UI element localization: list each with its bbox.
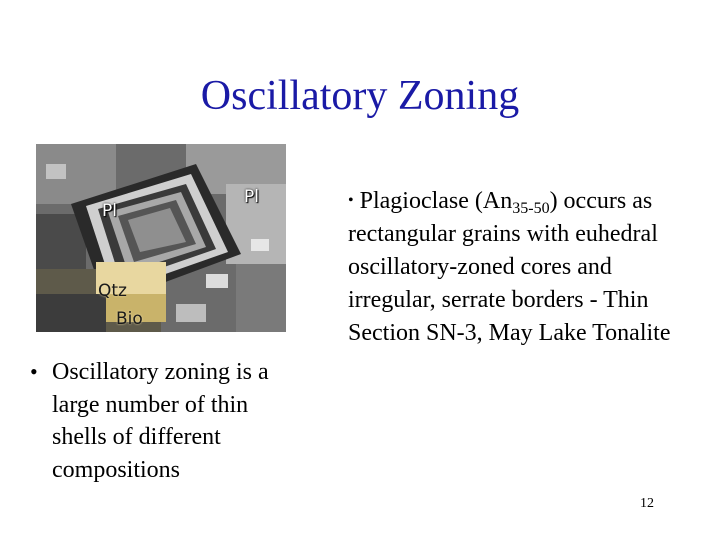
left-bullet-item <box>30 356 292 486</box>
bullet-dot: • <box>30 359 38 384</box>
bullet-dot: • <box>348 192 354 209</box>
description-subscript: 35-50 <box>512 200 550 217</box>
label-bio: Bio <box>116 309 143 329</box>
right-description <box>348 184 688 350</box>
slide-title: Oscillatory Zoning <box>200 73 520 119</box>
thin-section-micrograph <box>36 144 286 332</box>
page-number: 12 <box>640 496 654 511</box>
label-qtz: Qtz <box>98 281 127 301</box>
left-bullet-text: Oscillatory zoning is a large number of thin shells of different compositions <box>52 359 269 483</box>
label-pl-right: Pl <box>244 187 259 207</box>
micrograph-image <box>36 144 286 332</box>
description-part2: ) occurs as rectangular grains with euhedral oscillatory-zoned cores and irregular, serrate borders - Thin Section SN-3, May Lake Tonalite <box>348 188 671 346</box>
label-pl-left: Pl <box>102 201 117 221</box>
description-part1: Plagioclase (An <box>359 188 513 214</box>
